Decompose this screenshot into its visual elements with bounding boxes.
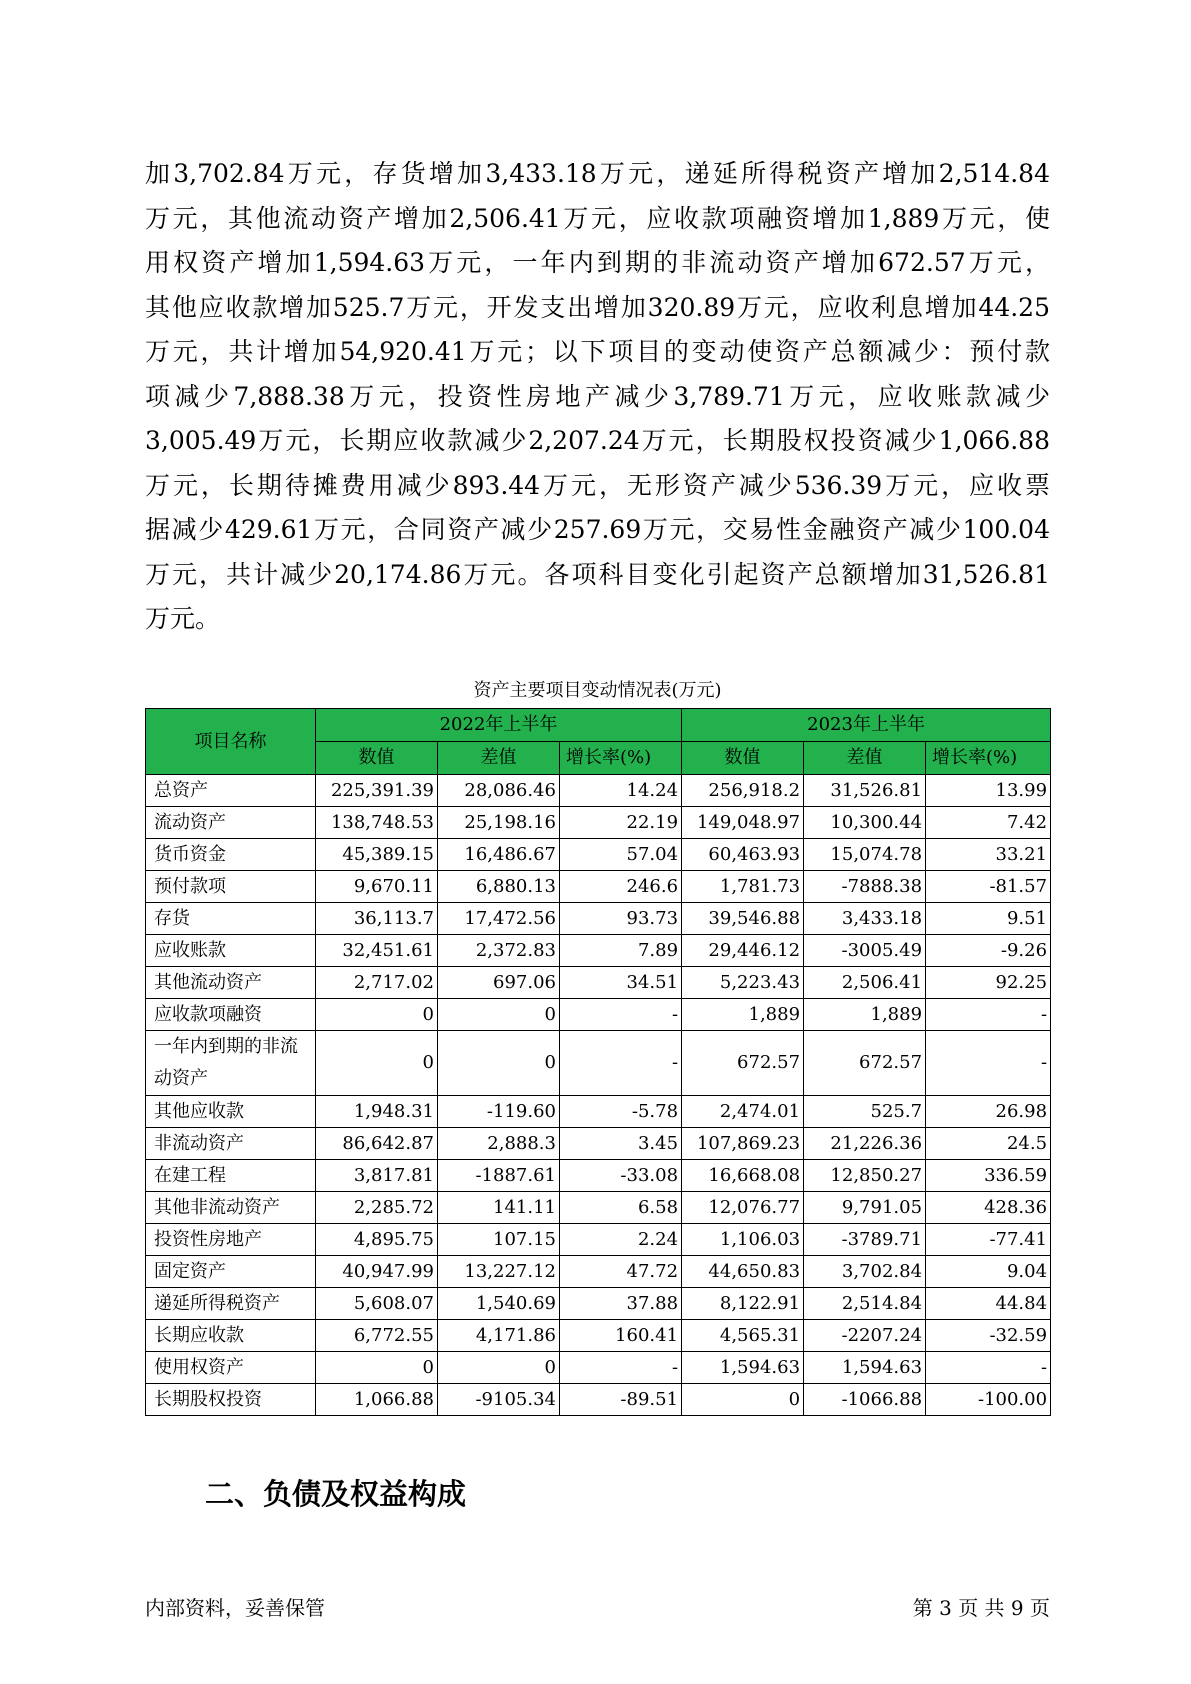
row-cell: - bbox=[560, 1352, 682, 1384]
table-row bbox=[146, 1160, 1051, 1192]
row-cell: 39,546.88 bbox=[682, 903, 804, 935]
header-value-2022: 数值 bbox=[316, 742, 438, 775]
paragraph-line: 加3,702.84万元，存货增加3,433.18万元，递延所得税资产增加2,514.84 bbox=[145, 159, 1050, 188]
row-cell: 31,526.81 bbox=[804, 775, 926, 807]
paragraph-line: 3,005.49万元，长期应收款减少2,207.24万元，长期股权投资减少1,066.88 bbox=[145, 426, 1050, 455]
row-cell: 2,888.3 bbox=[438, 1128, 560, 1160]
row-item-name: 使用权资产 bbox=[146, 1352, 316, 1384]
table-row bbox=[146, 1031, 1051, 1096]
table-row bbox=[146, 1256, 1051, 1288]
row-item-name: 长期股权投资 bbox=[146, 1384, 316, 1416]
row-cell: - bbox=[560, 1031, 682, 1096]
row-cell: -89.51 bbox=[560, 1384, 682, 1416]
row-item-name: 预付款项 bbox=[146, 871, 316, 903]
row-item-name: 固定资产 bbox=[146, 1256, 316, 1288]
paragraph-line: 万元，共计减少20,174.86万元。各项科目变化引起资产总额增加31,526.81 bbox=[145, 559, 1050, 589]
paragraph-line: 万元，其他流动资产增加2,506.41万元，应收款项融资增加1,889万元，使 bbox=[145, 203, 1050, 233]
header-growth-2022: 增长率(%) bbox=[560, 742, 682, 775]
footer-confidential: 内部资料，妥善保管 bbox=[145, 1596, 325, 1620]
row-cell: 149,048.97 bbox=[682, 807, 804, 839]
row-cell: -1887.61 bbox=[438, 1160, 560, 1192]
row-cell: 7.89 bbox=[560, 935, 682, 967]
row-cell: 0 bbox=[316, 999, 438, 1031]
row-cell: 9.04 bbox=[926, 1256, 1051, 1288]
row-cell: 3,817.81 bbox=[316, 1160, 438, 1192]
row-cell: 44,650.83 bbox=[682, 1256, 804, 1288]
row-cell: 4,171.86 bbox=[438, 1320, 560, 1352]
row-cell: 16,668.08 bbox=[682, 1160, 804, 1192]
row-cell: 86,642.87 bbox=[316, 1128, 438, 1160]
row-item-name: 非流动资产 bbox=[146, 1128, 316, 1160]
row-item-name: 其他流动资产 bbox=[146, 967, 316, 999]
table-row bbox=[146, 1224, 1051, 1256]
row-cell: 16,486.67 bbox=[438, 839, 560, 871]
row-item-name: 总资产 bbox=[146, 775, 316, 807]
paragraph-line: 据减少429.61万元，合同资产减少257.69万元，交易性金融资产减少100.04 bbox=[145, 515, 1050, 544]
row-cell: 36,113.7 bbox=[316, 903, 438, 935]
row-cell: 1,594.63 bbox=[804, 1352, 926, 1384]
row-cell: 57.04 bbox=[560, 839, 682, 871]
row-cell: -77.41 bbox=[926, 1224, 1051, 1256]
row-cell: 4,565.31 bbox=[682, 1320, 804, 1352]
row-cell: 13,227.12 bbox=[438, 1256, 560, 1288]
row-cell: 9.51 bbox=[926, 903, 1051, 935]
row-cell: 13.99 bbox=[926, 775, 1051, 807]
row-item-name: 长期应收款 bbox=[146, 1320, 316, 1352]
row-cell: 14.24 bbox=[560, 775, 682, 807]
row-cell: 26.98 bbox=[926, 1096, 1051, 1128]
row-cell: 9,791.05 bbox=[804, 1192, 926, 1224]
row-cell: 2,474.01 bbox=[682, 1096, 804, 1128]
row-cell: 525.7 bbox=[804, 1096, 926, 1128]
row-cell: 92.25 bbox=[926, 967, 1051, 999]
row-cell: 2,372.83 bbox=[438, 935, 560, 967]
row-cell: -1066.88 bbox=[804, 1384, 926, 1416]
row-cell: 5,608.07 bbox=[316, 1288, 438, 1320]
row-cell: 0 bbox=[316, 1031, 438, 1096]
row-cell: 4,895.75 bbox=[316, 1224, 438, 1256]
row-cell: 2,514.84 bbox=[804, 1288, 926, 1320]
row-cell: -9105.34 bbox=[438, 1384, 560, 1416]
row-cell: 25,198.16 bbox=[438, 807, 560, 839]
row-cell: 21,226.36 bbox=[804, 1128, 926, 1160]
table-row bbox=[146, 1320, 1051, 1352]
row-cell: 2,717.02 bbox=[316, 967, 438, 999]
row-item-name: 其他应收款 bbox=[146, 1096, 316, 1128]
header-diff-2022: 差值 bbox=[438, 742, 560, 775]
row-cell: 6,880.13 bbox=[438, 871, 560, 903]
paragraph-line: 项减少7,888.38万元，投资性房地产减少3,789.71万元，应收账款减少 bbox=[145, 381, 1050, 411]
row-item-name: 存货 bbox=[146, 903, 316, 935]
row-cell: - bbox=[926, 1352, 1051, 1384]
row-cell: 9,670.11 bbox=[316, 871, 438, 903]
table-row bbox=[146, 839, 1051, 871]
row-cell: - bbox=[560, 999, 682, 1031]
table-row bbox=[146, 1128, 1051, 1160]
row-cell: - bbox=[926, 1031, 1051, 1096]
row-cell: 0 bbox=[438, 1352, 560, 1384]
row-cell: 256,918.2 bbox=[682, 775, 804, 807]
row-cell: 12,076.77 bbox=[682, 1192, 804, 1224]
row-item-name: 货币资金 bbox=[146, 839, 316, 871]
row-cell: 107.15 bbox=[438, 1224, 560, 1256]
row-item-name: 递延所得税资产 bbox=[146, 1288, 316, 1320]
row-cell: 10,300.44 bbox=[804, 807, 926, 839]
row-cell: 2,506.41 bbox=[804, 967, 926, 999]
header-group-2022: 2022年上半年 bbox=[316, 709, 682, 742]
row-cell: 22.19 bbox=[560, 807, 682, 839]
row-cell: 2,285.72 bbox=[316, 1192, 438, 1224]
row-cell: -7888.38 bbox=[804, 871, 926, 903]
row-cell: 12,850.27 bbox=[804, 1160, 926, 1192]
row-cell: 17,472.56 bbox=[438, 903, 560, 935]
row-cell: 33.21 bbox=[926, 839, 1051, 871]
row-cell: 428.36 bbox=[926, 1192, 1051, 1224]
header-growth-2023: 增长率(%) bbox=[926, 742, 1051, 775]
table-row bbox=[146, 775, 1051, 807]
row-cell: 44.84 bbox=[926, 1288, 1051, 1320]
row-cell: -33.08 bbox=[560, 1160, 682, 1192]
row-cell: -3789.71 bbox=[804, 1224, 926, 1256]
row-cell: 47.72 bbox=[560, 1256, 682, 1288]
row-cell: 160.41 bbox=[560, 1320, 682, 1352]
row-cell: 336.59 bbox=[926, 1160, 1051, 1192]
paragraph-line: 其他应收款增加525.7万元，开发支出增加320.89万元，应收利息增加44.25 bbox=[145, 292, 1050, 322]
row-cell: 28,086.46 bbox=[438, 775, 560, 807]
row-cell: 32,451.61 bbox=[316, 935, 438, 967]
header-value-2023: 数值 bbox=[682, 742, 804, 775]
row-cell: 29,446.12 bbox=[682, 935, 804, 967]
row-item-name: 应收账款 bbox=[146, 935, 316, 967]
row-cell: 1,066.88 bbox=[316, 1384, 438, 1416]
row-cell: 40,947.99 bbox=[316, 1256, 438, 1288]
footer-page-number: 第 3 页 共 9 页 bbox=[912, 1596, 1050, 1620]
row-cell: 672.57 bbox=[682, 1031, 804, 1096]
paragraph-line: 用权资产增加1,594.63万元，一年内到期的非流动资产增加672.57万元， bbox=[145, 248, 1050, 277]
table-row bbox=[146, 1192, 1051, 1224]
row-cell: 1,781.73 bbox=[682, 871, 804, 903]
table-caption: 资产主要项目变动情况表(万元) bbox=[473, 680, 722, 701]
row-cell: 141.11 bbox=[438, 1192, 560, 1224]
row-cell: 37.88 bbox=[560, 1288, 682, 1320]
row-cell: 697.06 bbox=[438, 967, 560, 999]
paragraph-line: 万元，共计增加54,920.41万元；以下项目的变动使资产总额减少：预付款 bbox=[145, 337, 1050, 366]
table-row bbox=[146, 871, 1051, 903]
row-cell: 3,702.84 bbox=[804, 1256, 926, 1288]
row-cell: 225,391.39 bbox=[316, 775, 438, 807]
paragraph-line: 万元，长期待摊费用减少893.44万元，无形资产减少536.39万元，应收票 bbox=[145, 470, 1050, 500]
table-row bbox=[146, 903, 1051, 935]
row-cell: 1,594.63 bbox=[682, 1352, 804, 1384]
row-cell: 0 bbox=[682, 1384, 804, 1416]
row-cell: 0 bbox=[438, 1031, 560, 1096]
table-row bbox=[146, 935, 1051, 967]
row-cell: 2.24 bbox=[560, 1224, 682, 1256]
row-cell: 138,748.53 bbox=[316, 807, 438, 839]
row-cell: 1,106.03 bbox=[682, 1224, 804, 1256]
table-row bbox=[146, 1096, 1051, 1128]
table-row bbox=[146, 967, 1051, 999]
row-cell: 7.42 bbox=[926, 807, 1051, 839]
row-cell: 672.57 bbox=[804, 1031, 926, 1096]
row-cell: 5,223.43 bbox=[682, 967, 804, 999]
row-item-name: 其他非流动资产 bbox=[146, 1192, 316, 1224]
header-group-2023: 2023年上半年 bbox=[682, 709, 1051, 742]
row-cell: -2207.24 bbox=[804, 1320, 926, 1352]
table-row bbox=[146, 1384, 1051, 1416]
row-cell: 34.51 bbox=[560, 967, 682, 999]
row-cell: -119.60 bbox=[438, 1096, 560, 1128]
section-heading: 二、负债及权益构成 bbox=[205, 1477, 467, 1511]
row-item-name: 流动资产 bbox=[146, 807, 316, 839]
row-cell: -3005.49 bbox=[804, 935, 926, 967]
table-row bbox=[146, 807, 1051, 839]
row-cell: - bbox=[926, 999, 1051, 1031]
row-cell: 6,772.55 bbox=[316, 1320, 438, 1352]
row-item-name: 应收款项融资 bbox=[146, 999, 316, 1031]
table-row bbox=[146, 999, 1051, 1031]
row-cell: -5.78 bbox=[560, 1096, 682, 1128]
row-item-name: 投资性房地产 bbox=[146, 1224, 316, 1256]
table-row bbox=[146, 1288, 1051, 1320]
row-cell: -32.59 bbox=[926, 1320, 1051, 1352]
row-cell: 3,433.18 bbox=[804, 903, 926, 935]
row-cell: 6.58 bbox=[560, 1192, 682, 1224]
row-cell: 45,389.15 bbox=[316, 839, 438, 871]
row-cell: 3.45 bbox=[560, 1128, 682, 1160]
row-item-name: 一年内到期的非流动资产 bbox=[146, 1031, 316, 1096]
header-item-name: 项目名称 bbox=[146, 709, 316, 775]
header-diff-2023: 差值 bbox=[804, 742, 926, 775]
row-cell: 1,889 bbox=[804, 999, 926, 1031]
row-cell: 15,074.78 bbox=[804, 839, 926, 871]
paragraph-line: 万元。 bbox=[145, 604, 221, 633]
row-cell: 8,122.91 bbox=[682, 1288, 804, 1320]
row-cell: 24.5 bbox=[926, 1128, 1051, 1160]
asset-change-table bbox=[145, 708, 1051, 1416]
row-cell: 0 bbox=[316, 1352, 438, 1384]
row-item-name: 在建工程 bbox=[146, 1160, 316, 1192]
row-cell: 60,463.93 bbox=[682, 839, 804, 871]
row-cell: 1,889 bbox=[682, 999, 804, 1031]
row-cell: 93.73 bbox=[560, 903, 682, 935]
row-cell: 1,948.31 bbox=[316, 1096, 438, 1128]
table-row bbox=[146, 1352, 1051, 1384]
row-cell: 1,540.69 bbox=[438, 1288, 560, 1320]
row-cell: 0 bbox=[438, 999, 560, 1031]
row-cell: 246.6 bbox=[560, 871, 682, 903]
row-cell: -9.26 bbox=[926, 935, 1051, 967]
row-cell: -81.57 bbox=[926, 871, 1051, 903]
row-cell: -100.00 bbox=[926, 1384, 1051, 1416]
body-paragraph bbox=[145, 152, 1050, 642]
row-cell: 107,869.23 bbox=[682, 1128, 804, 1160]
